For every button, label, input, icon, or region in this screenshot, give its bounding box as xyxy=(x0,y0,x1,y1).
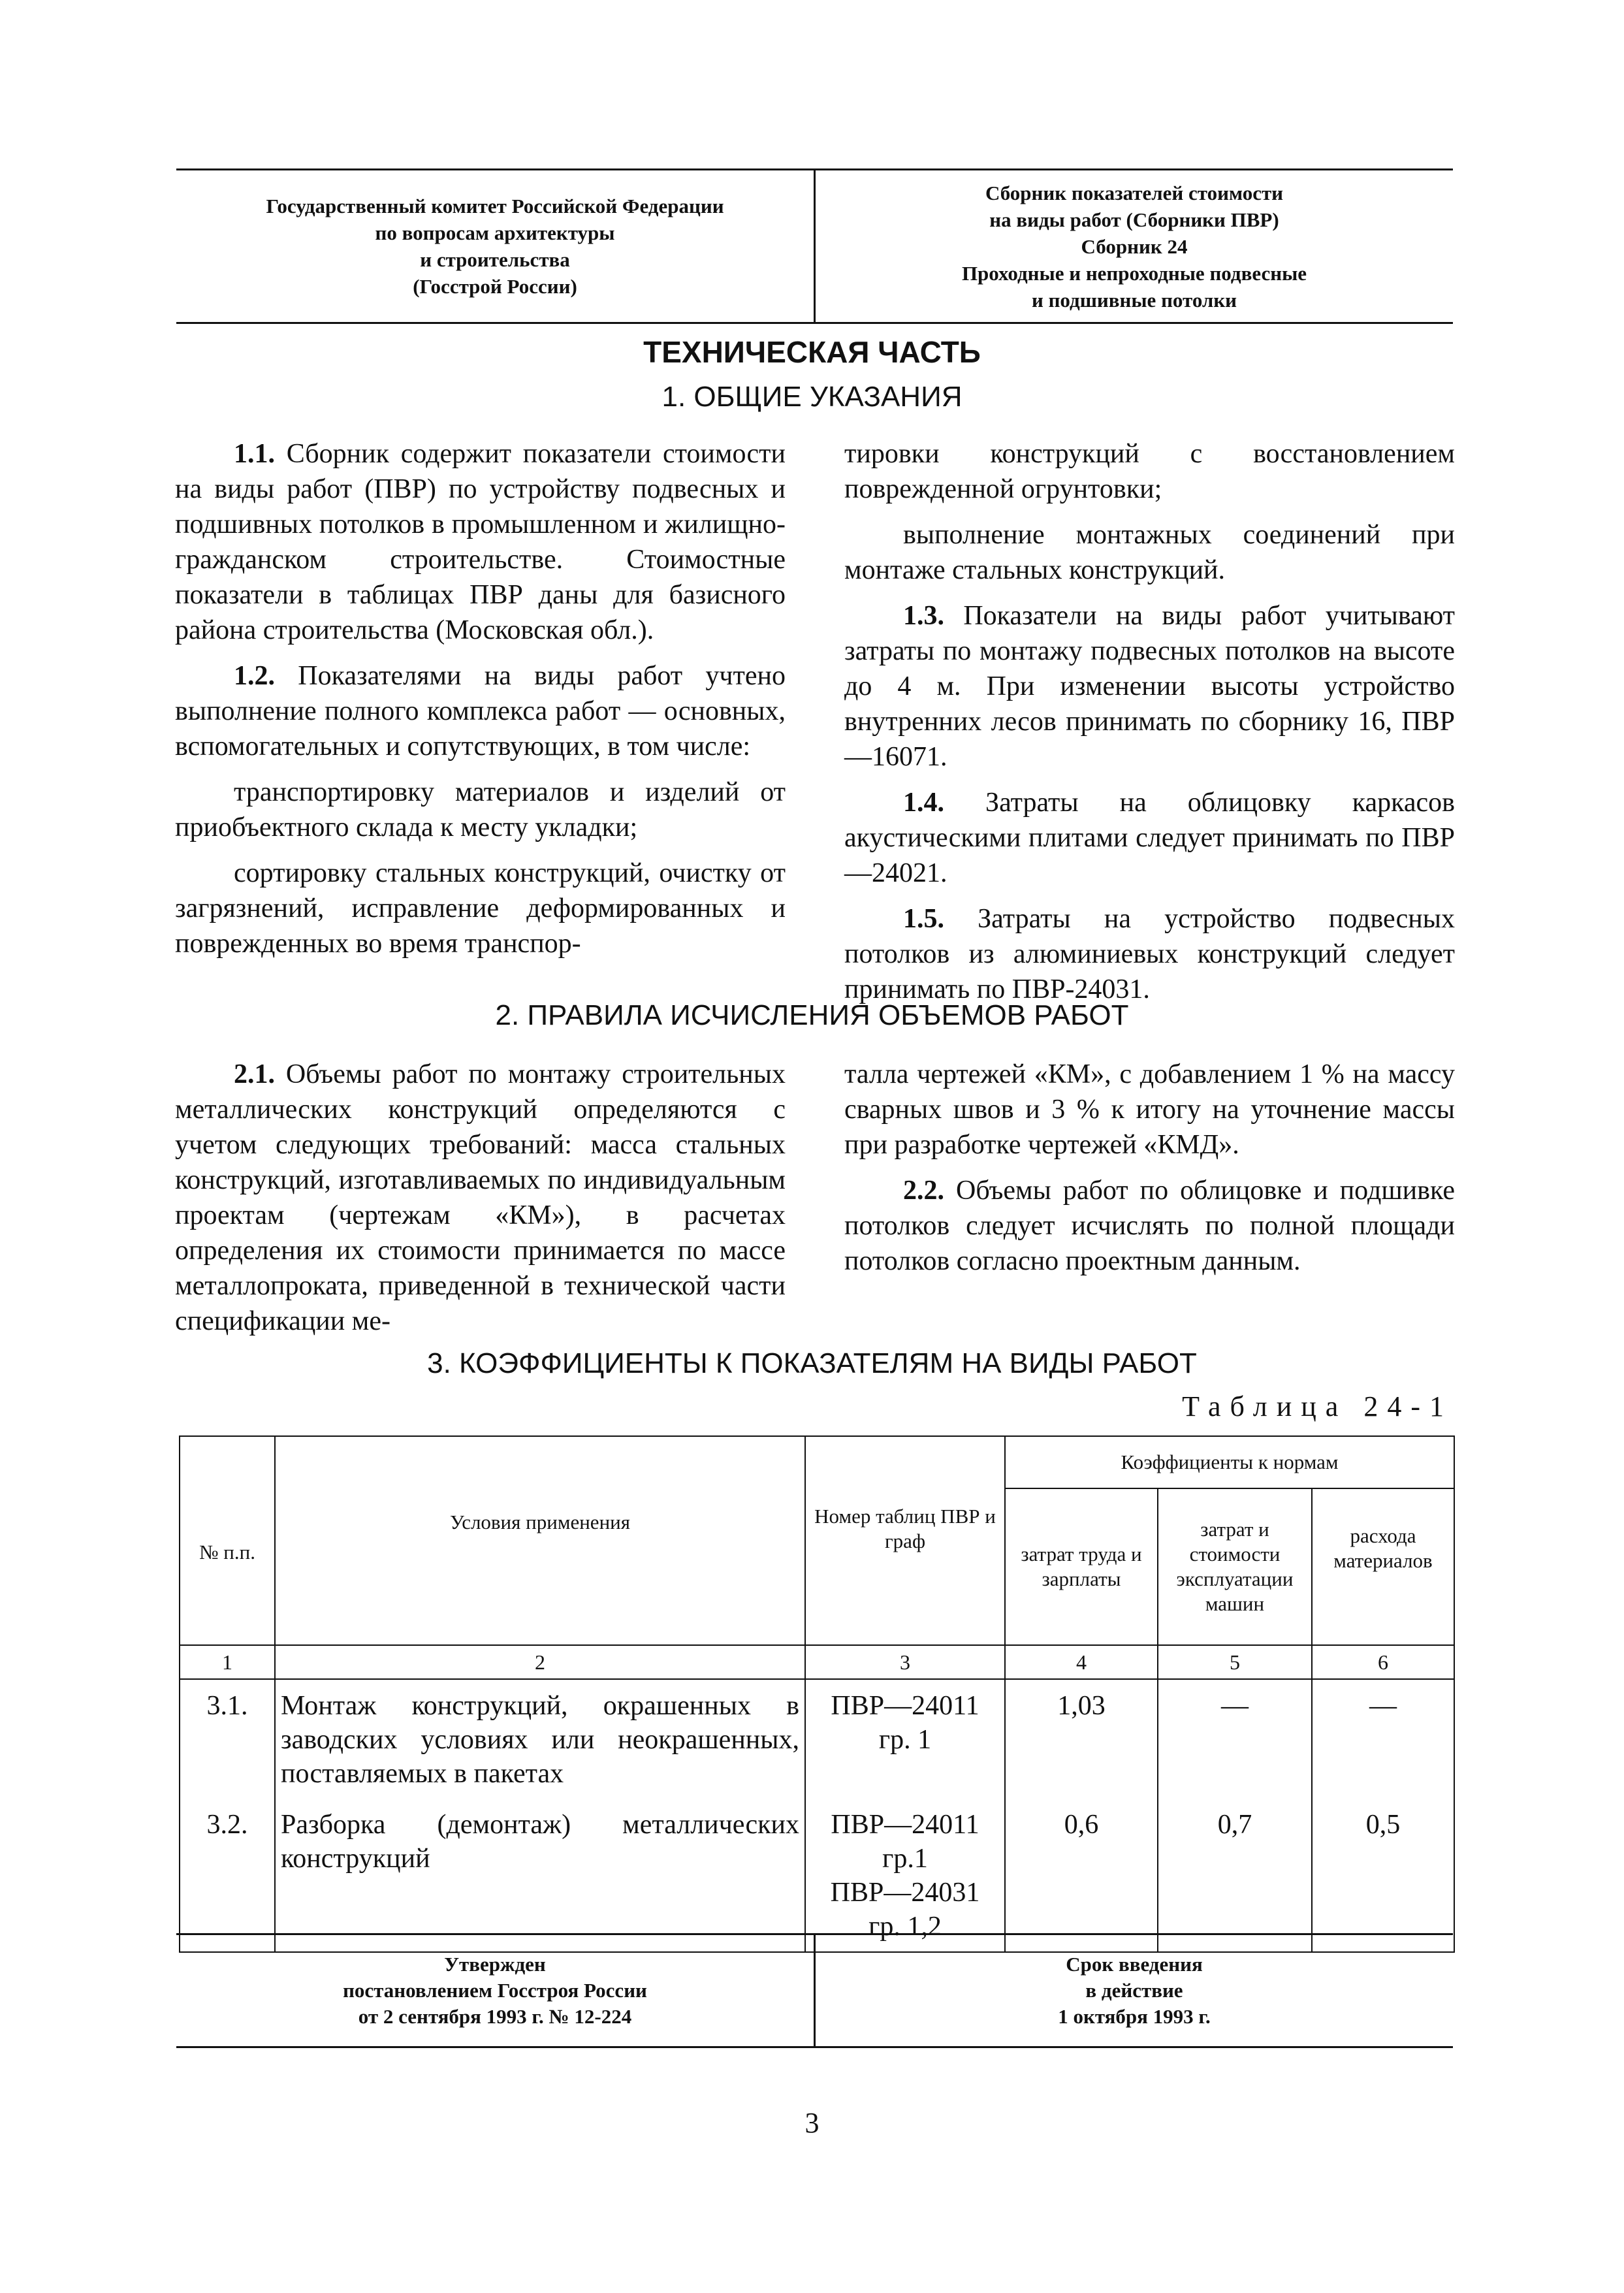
column-number: 1 xyxy=(180,1645,275,1679)
header-right-line: на виды работ (Сборники ПВР) xyxy=(989,208,1279,231)
section-2-columns xyxy=(175,1057,1455,1349)
column-number: 2 xyxy=(275,1645,805,1679)
footer-left xyxy=(176,1935,814,2046)
header-left-line: (Госстрой России) xyxy=(413,275,577,298)
row-labor: 1,03 xyxy=(1005,1679,1158,1799)
footer-left-line: Утвержден xyxy=(444,1953,546,1976)
footer-left-line: постановлением Госстроя России xyxy=(343,1979,647,2002)
paragraph-number: 2.2. xyxy=(903,1176,944,1206)
table-row xyxy=(180,1679,1454,1799)
header-right xyxy=(814,170,1453,322)
paragraph-text: Объемы работ по облицовке и подшивке потолков следует исчислять по полной площади потолков согласно проектным данным. xyxy=(844,1176,1455,1276)
footer-right-line: в действие xyxy=(1085,1979,1183,2002)
coefficients-table xyxy=(179,1435,1455,1953)
column-number-row xyxy=(180,1645,1454,1679)
row-conditions: Монтаж конструкций, окрашенных в заводских условиях или неокрашенных, поставляемых в пакетах xyxy=(275,1679,805,1799)
paragraph xyxy=(844,785,1455,891)
row-materials: 0,5 xyxy=(1312,1799,1454,1952)
paragraph-text: Затраты на устройство подвесных потолков из алюминиевых конструкций следует принимать по ПВР-24031. xyxy=(844,904,1455,1004)
header-right-line: Сборник 24 xyxy=(1081,234,1188,258)
header-right-line: и подшивные потолки xyxy=(1031,288,1237,312)
footer-right xyxy=(814,1935,1453,2046)
header-materials: расхода материалов xyxy=(1312,1488,1454,1645)
paragraph-number: 1.1. xyxy=(234,439,275,469)
row-number: 3.2. xyxy=(180,1799,275,1952)
paragraph xyxy=(844,1173,1455,1279)
ref-line: гр.1 xyxy=(882,1844,928,1874)
header-table-ref: Номер таблиц ПВР и граф xyxy=(805,1436,1005,1645)
paragraph xyxy=(844,598,1455,775)
header-left-line: Государственный комитет Российской Федерации xyxy=(266,195,724,217)
paragraph-text: Показатели на виды работ учитывают затраты по монтажу подвесных потолков на высоте до 4 м. При изменении высоты устройство внутренних лесов принимать по сборнику 16, ПВР—16071. xyxy=(844,601,1455,772)
column-number: 4 xyxy=(1005,1645,1158,1679)
table-row xyxy=(180,1799,1454,1952)
paragraph xyxy=(175,1057,786,1339)
section-2-left-column xyxy=(175,1057,786,1349)
paragraph-number: 1.2. xyxy=(234,661,275,691)
paragraph-text: Затраты на облицовку каркасов акустическими плитами следует принимать по ПВР—24021. xyxy=(844,788,1455,888)
header-labor: затрат труда и зарплаты xyxy=(1005,1488,1158,1645)
paragraph-number: 1.3. xyxy=(903,601,944,631)
header-machines: затрат и стоимости эксплуатации машин xyxy=(1158,1488,1312,1645)
ref-line: гр. 1 xyxy=(878,1725,932,1755)
ref-line: ПВР—24011 xyxy=(831,1810,979,1840)
paragraph-text: сортировку стальных конструкций, очистку от загрязнений, исправление деформированных и поврежденных во время транспор- xyxy=(175,858,786,959)
row-table-ref xyxy=(805,1679,1005,1799)
section-1-right-column xyxy=(844,436,1455,1018)
ref-line: ПВР—24011 xyxy=(831,1691,979,1721)
section-2-right-column xyxy=(844,1057,1455,1349)
paragraph-text: выполнение монтажных соединений при монтаже стальных конструкций. xyxy=(844,520,1455,585)
paragraph-text: Объемы работ по монтажу строительных металлических конструкций определяются с учетом следующих требований: масса стальных конструкций, изготавливаемых по индивидуальным проектам (чертежам «КМ»), в расчетах определения их стоимости принимается по массе металлопроката, приведенной в технической части спецификации ме- xyxy=(175,1059,786,1336)
paragraph xyxy=(175,856,786,961)
footer-left-line: от 2 сентября 1993 г. № 12-224 xyxy=(358,2005,632,2028)
paragraph-number: 1.5. xyxy=(903,904,944,934)
paragraph-text: транспортировку материалов и изделий от приобъектного склада к месту укладки; xyxy=(175,777,786,842)
paragraph xyxy=(175,658,786,764)
footer-right-line: 1 октября 1993 г. xyxy=(1058,2005,1211,2028)
column-number: 3 xyxy=(805,1645,1005,1679)
header-right-line: Сборник показателей стоимости xyxy=(985,181,1284,204)
paragraph-text: Сборник содержит показатели стоимости на виды работ (ПВР) по устройству подвесных и подшивных потолков в промышленном и жилищно-гражданском строительстве. Стоимостные показатели в таблицах ПВР даны для базисного района строительства (Московская обл.). xyxy=(175,439,786,645)
footer-box xyxy=(176,1933,1453,2048)
ref-line: ПВР—24031 xyxy=(830,1878,980,1908)
paragraph-number: 2.1. xyxy=(234,1059,275,1089)
column-number: 6 xyxy=(1312,1645,1454,1679)
row-number: 3.1. xyxy=(180,1679,275,1799)
footer-right-line: Срок введения xyxy=(1066,1953,1203,1976)
header-left-line: по вопросам архитектуры xyxy=(375,221,615,244)
row-machines: 0,7 xyxy=(1158,1799,1312,1952)
paragraph-continuation: тировки конструкций с восстановлением поврежденной огрунтовки; xyxy=(844,439,1455,504)
row-materials: — xyxy=(1312,1679,1454,1799)
column-number: 5 xyxy=(1158,1645,1312,1679)
section-3-heading: 3. КОЭФФИЦИЕНТЫ К ПОКАЗАТЕЛЯМ НА ВИДЫ РАБОТ xyxy=(427,1347,1197,1379)
header-right-line: Проходные и непроходные подвесные xyxy=(961,261,1307,285)
header-coefficients: Коэффициенты к нормам xyxy=(1005,1436,1454,1488)
header-left xyxy=(176,170,814,322)
paragraph xyxy=(844,901,1455,1007)
header-left-line: и строительства xyxy=(420,248,570,271)
paragraph xyxy=(844,517,1455,588)
ref-line: гр. 1,2 xyxy=(868,1912,942,1942)
section-1-left-column xyxy=(175,436,786,1018)
page-title: ТЕХНИЧЕСКАЯ ЧАСТЬ xyxy=(643,335,981,369)
row-conditions: Разборка (демонтаж) металлических конструкций xyxy=(275,1799,805,1952)
paragraph xyxy=(175,775,786,845)
section-1-columns xyxy=(175,436,1455,1018)
paragraph-number: 1.4. xyxy=(903,788,944,818)
table-caption: Таблица 24-1 xyxy=(1182,1390,1453,1422)
paragraph xyxy=(175,436,786,648)
header-conditions: Условия применения xyxy=(275,1436,805,1645)
page-number: 3 xyxy=(804,2107,820,2139)
paragraph-continuation: талла чертежей «КМ», с добавлением 1 % на массу сварных швов и 3 % к итогу на уточнение массы при разработке чертежей «КМД». xyxy=(844,1059,1455,1160)
header-box xyxy=(176,168,1453,324)
row-labor: 0,6 xyxy=(1005,1799,1158,1952)
row-machines: — xyxy=(1158,1679,1312,1799)
paragraph-text: Показателями на виды работ учтено выполнение полного комплекса работ — основных, вспомогательных и сопутствующих, в том числе: xyxy=(175,661,786,762)
section-2-heading: 2. ПРАВИЛА ИСЧИСЛЕНИЯ ОБЪЕМОВ РАБОТ xyxy=(495,999,1129,1031)
section-1-heading: 1. ОБЩИЕ УКАЗАНИЯ xyxy=(661,381,963,413)
row-table-ref xyxy=(805,1799,1005,1952)
header-num: № п.п. xyxy=(180,1436,275,1645)
